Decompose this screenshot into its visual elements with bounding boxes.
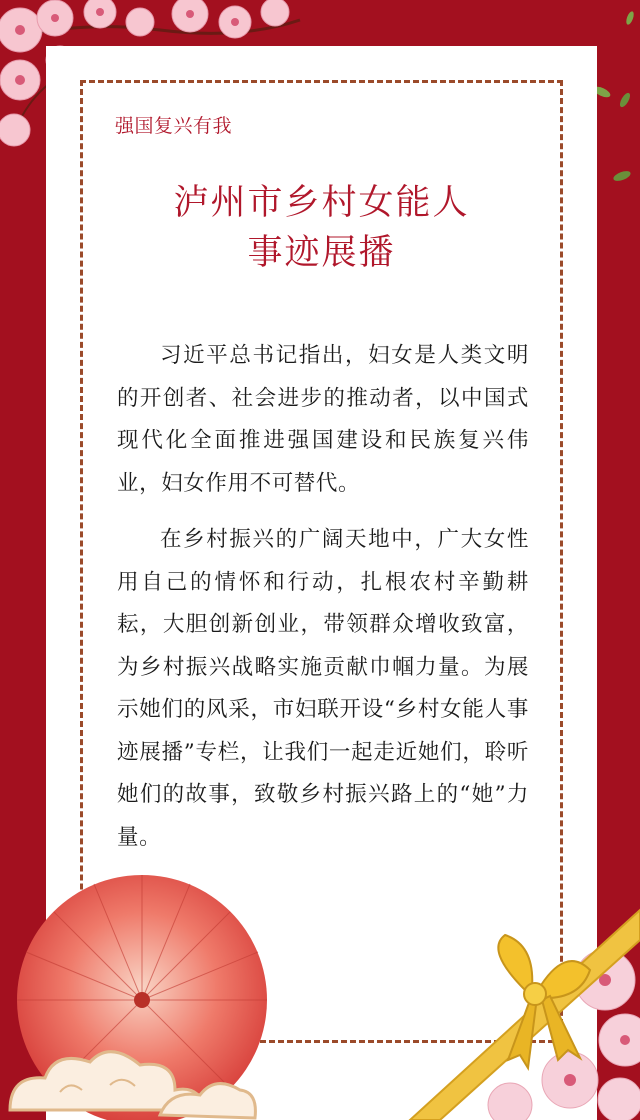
page-title	[80, 178, 563, 278]
auspicious-cloud-icon	[0, 1030, 260, 1120]
gold-ribbon-bow-icon	[390, 890, 640, 1120]
title-line-2: 事迹展播	[247, 233, 396, 273]
article-body	[117, 335, 529, 873]
paragraph-1: 习近平总书记指出，妇女是人类文明的开创者、社会进步的推动者，以中国式现代化全面推进强国建设和民族复兴伟业，妇女作用不可替代。	[117, 343, 529, 496]
column-tag: 强国复兴有我	[115, 115, 233, 137]
paragraph-2: 在乡村振兴的广阔天地中，广大女性用自己的情怀和行动，扎根农村辛勤耕耘，大胆创新创业，带领群众增收致富，为乡村振兴战略实施贡献巾帼力量。为展示她们的风采，市妇联开设“乡村女能人事迹展播”专栏，让我们一起走近她们，聆听她们的故事，致敬乡村振兴路上的“她”力量。	[117, 527, 529, 850]
title-line-1: 泸州市乡村女能人	[173, 183, 470, 223]
